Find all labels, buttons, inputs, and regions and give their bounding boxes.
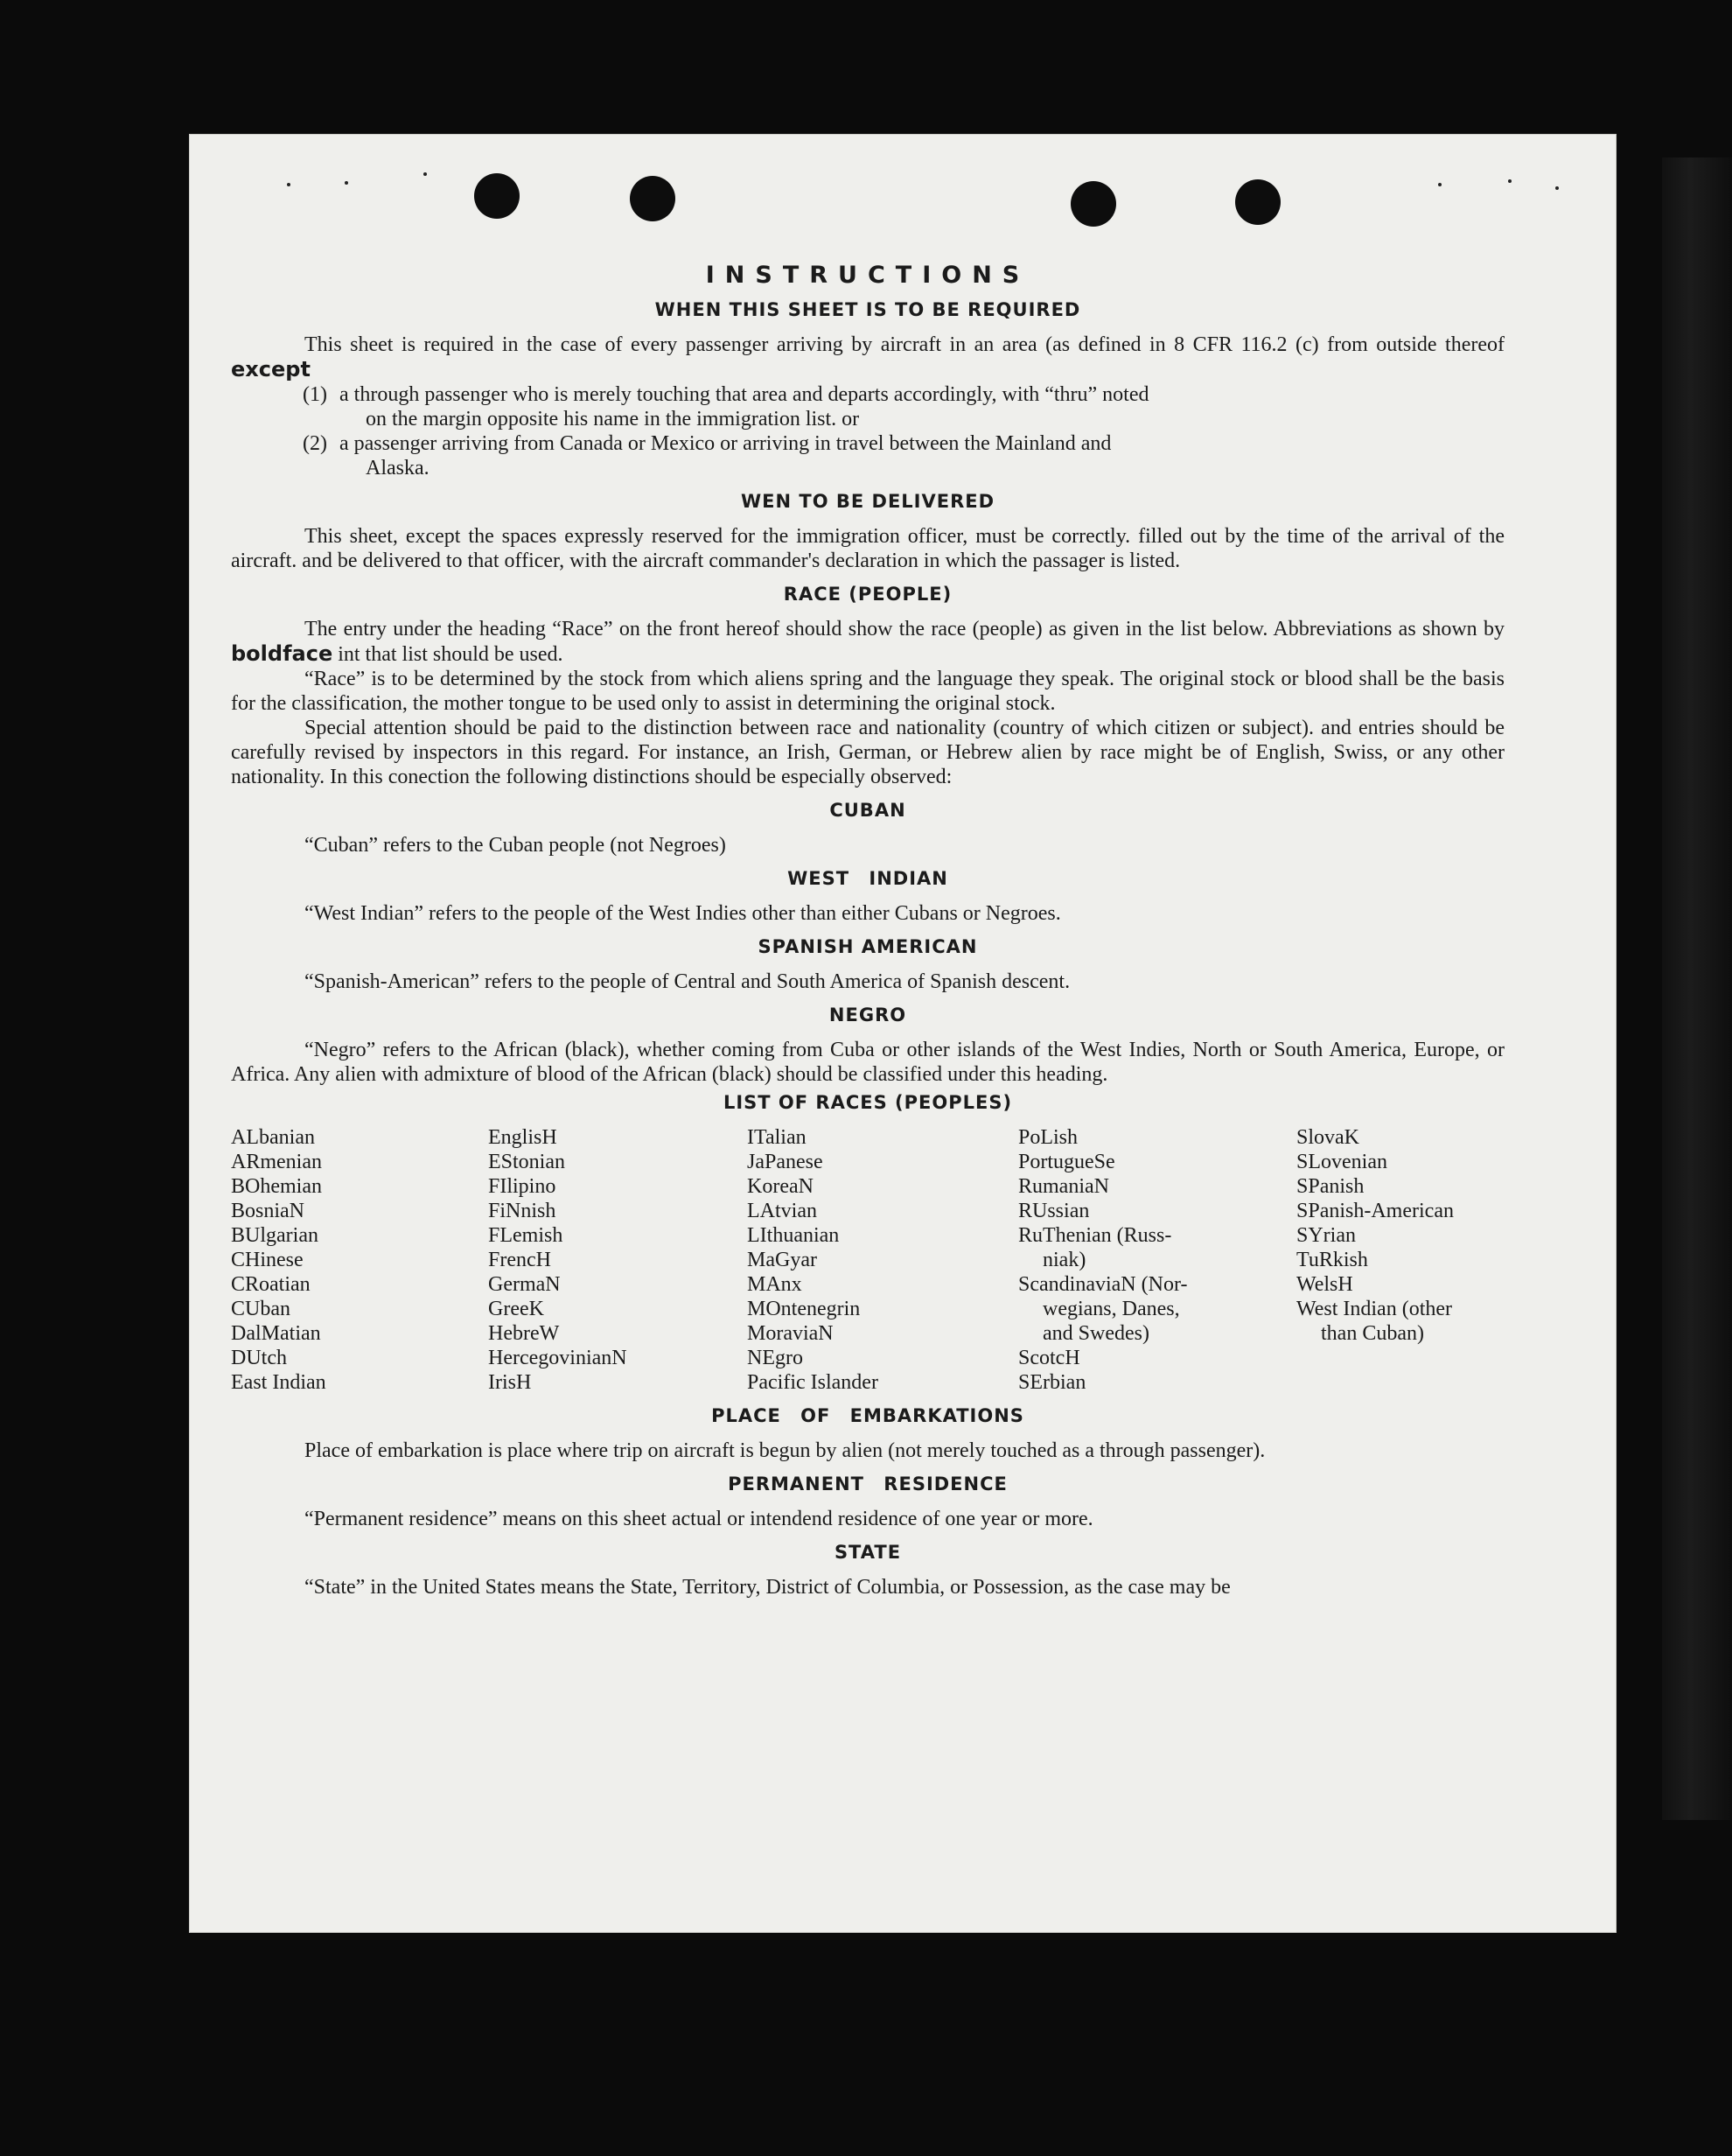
page-title: INSTRUCTIONS xyxy=(705,262,1030,289)
section-heading: WHEN THIS SHEET IS TO BE REQUIRED xyxy=(654,299,1081,320)
speck xyxy=(345,181,348,185)
section-heading: WEST INDIAN xyxy=(787,868,948,889)
race-entry: MaGyar xyxy=(747,1249,817,1271)
race-entry: FIlipino xyxy=(488,1175,556,1198)
paragraph: “West Indian” refers to the people of the West Indies other than either Cubans or Negroes. xyxy=(304,902,1061,925)
item-line: a through passenger who is merely touching that area and departs accordingly, with “thru” noted xyxy=(339,383,1149,406)
race-entry: SLovenian xyxy=(1296,1151,1387,1173)
race-entry: BosniaN xyxy=(231,1200,304,1222)
section-heading: NEGRO xyxy=(828,1004,907,1026)
speck xyxy=(287,183,290,186)
race-column xyxy=(1296,1125,1505,1395)
race-entry: niak) xyxy=(1043,1249,1086,1271)
paragraph: This sheet, except the spaces expressly reserved for the immigration officer, must be correctly. filled out by the time of the arrival of the aircraft. and be delivered to that officer, with the aircraft commander's declaration in which the passager is listed. xyxy=(231,525,1505,572)
race-entry: HercegovinianN xyxy=(488,1347,627,1369)
race-entry: ITalian xyxy=(747,1126,807,1149)
paragraph: Special attention should be paid to the distinction between race and nationality (country of which citizen or subject). and entries should be carefully revised by inspectors in this regard. For instance, an Irish, German, or Hebrew alien by race might be of English, Swiss, or any other nationality. In this conection the following distinctions should be especially observed: xyxy=(231,717,1505,788)
race-entry: EnglisH xyxy=(488,1126,557,1149)
instructions-content xyxy=(231,262,1505,1600)
item-text xyxy=(339,431,1505,480)
race-entry: FLemish xyxy=(488,1224,563,1247)
race-entry: PortugueSe xyxy=(1018,1151,1115,1173)
race-entry: CRoatian xyxy=(231,1273,311,1296)
section-heading: STATE xyxy=(834,1542,902,1563)
item-number: (1) xyxy=(303,383,327,406)
paragraph: “Cuban” refers to the Cuban people (not Negroes) xyxy=(304,834,726,857)
section-heading: PERMANENT RESIDENCE xyxy=(728,1474,1008,1494)
list-item xyxy=(231,431,1505,480)
item-text xyxy=(339,382,1505,431)
race-entry: FiNnish xyxy=(488,1200,556,1222)
speck xyxy=(423,172,427,176)
punch-hole xyxy=(474,173,520,219)
race-entry: ScandinaviaN (Nor- xyxy=(1018,1273,1188,1296)
race-entry: SPanish-American xyxy=(1296,1200,1454,1222)
race-entry: than Cuban) xyxy=(1321,1322,1424,1345)
speck xyxy=(1555,186,1559,190)
race-entry: CUban xyxy=(231,1298,290,1320)
speck xyxy=(1438,183,1442,186)
section-heading: SPANISH AMERICAN xyxy=(758,936,978,957)
race-entry: FrencH xyxy=(488,1249,551,1271)
speck xyxy=(1508,179,1512,183)
race-column xyxy=(488,1125,747,1395)
paragraph: Place of embarkation is place where trip on aircraft is begun by alien (not merely touched as a through passenger). xyxy=(304,1439,1266,1462)
race-entry: ARmenian xyxy=(231,1151,322,1173)
section-heading: RACE (PEOPLE) xyxy=(783,584,953,605)
item-number: (2) xyxy=(303,432,327,455)
punch-hole xyxy=(1235,179,1281,225)
race-entry: DalMatian xyxy=(231,1322,321,1345)
race-entry: West Indian (other xyxy=(1296,1298,1453,1320)
race-entry: Pacific Islander xyxy=(747,1371,878,1394)
race-entry: MAnx xyxy=(747,1273,802,1296)
race-entry: and Swedes) xyxy=(1043,1322,1149,1345)
race-entry: wegians, Danes, xyxy=(1043,1298,1180,1320)
race-entry: SlovaK xyxy=(1296,1126,1359,1149)
race-entry: SYrian xyxy=(1296,1224,1356,1247)
race-entry: LAtvian xyxy=(747,1200,817,1222)
race-list xyxy=(231,1125,1505,1395)
race-entry: PoLish xyxy=(1018,1126,1079,1149)
bold-word: except xyxy=(231,357,311,382)
race-entry: RumaniaN xyxy=(1018,1175,1109,1198)
race-entry: LIthuanian xyxy=(747,1224,840,1247)
punch-hole xyxy=(1071,181,1116,227)
race-entry: RUssian xyxy=(1018,1200,1090,1222)
paragraph-text: The entry under the heading “Race” on the front hereof should show the race (people) as given in the list below. Abbreviations as shown by xyxy=(304,618,1505,640)
race-entry: CHinese xyxy=(231,1249,304,1271)
item-line: Alaska. xyxy=(366,457,430,480)
race-entry: NEgro xyxy=(747,1347,803,1369)
race-column xyxy=(1018,1125,1296,1395)
section-heading: WEN TO BE DELIVERED xyxy=(740,491,995,512)
paragraph-text: This sheet is required in the case of every passenger arriving by aircraft in an area (as defined in 8 CFR 116.2 (c) from outside thereof xyxy=(304,333,1505,356)
race-entry: HebreW xyxy=(488,1322,560,1345)
paragraph: “State” in the United States means the State, Territory, District of Columbia, or Possession, as the case may be xyxy=(304,1576,1231,1599)
race-entry: TuRkish xyxy=(1296,1249,1368,1271)
race-entry: JaPanese xyxy=(747,1151,823,1173)
race-entry: East Indian xyxy=(231,1371,326,1394)
list-item xyxy=(231,382,1505,431)
document-sheet xyxy=(189,134,1617,1933)
race-column xyxy=(231,1125,488,1395)
race-entry: ALbanian xyxy=(231,1126,315,1149)
race-entry: RuThenian (Russ- xyxy=(1018,1224,1172,1247)
race-entry: MoraviaN xyxy=(747,1322,834,1345)
paragraph xyxy=(231,617,1505,667)
race-entry: EStonian xyxy=(488,1151,565,1173)
paragraph: “Negro” refers to the African (black), whether coming from Cuba or other islands of the West Indies, North or South America, Europe, or Africa. Any alien with admixture of blood of the African (black) should be classified under this heading. xyxy=(231,1039,1505,1086)
race-entry: BOhemian xyxy=(231,1175,322,1198)
race-entry: GreeK xyxy=(488,1298,544,1320)
item-line: a passenger arriving from Canada or Mexico or arriving in travel between the Mainland and xyxy=(339,432,1112,455)
paragraph: “Race” is to be determined by the stock from which aliens spring and the language they speak. The original stock or blood shall be the basis for the classification, the mother tongue to be used only to assist in determining the original stock. xyxy=(231,668,1505,715)
section-heading: PLACE OF EMBARKATIONS xyxy=(711,1405,1024,1426)
race-entry: WelsH xyxy=(1296,1273,1353,1296)
race-entry: SPanish xyxy=(1296,1175,1365,1198)
race-column xyxy=(747,1125,1018,1395)
race-entry: BUlgarian xyxy=(231,1224,318,1247)
section-heading: CUBAN xyxy=(829,800,906,821)
race-entry: IrisH xyxy=(488,1371,532,1394)
race-entry: ScotcH xyxy=(1018,1347,1080,1369)
race-entry: SErbian xyxy=(1018,1371,1086,1394)
item-line: on the margin opposite his name in the immigration list. or xyxy=(366,408,860,430)
paragraph xyxy=(231,332,1505,382)
paragraph: “Spanish-American” refers to the people of Central and South America of Spanish descent. xyxy=(304,970,1071,993)
race-entry: MOntenegrin xyxy=(747,1298,861,1320)
race-entry: GermaN xyxy=(488,1273,561,1296)
film-edge xyxy=(1662,158,1732,1820)
paragraph-text: int that list should be used. xyxy=(338,643,563,666)
race-entry: DUtch xyxy=(231,1347,287,1369)
paragraph: “Permanent residence” means on this sheet actual or intendend residence of one year or more. xyxy=(304,1508,1093,1530)
section-heading: LIST OF RACES (PEOPLES) xyxy=(723,1092,1013,1113)
bold-word: boldface xyxy=(231,641,333,666)
punch-hole xyxy=(630,176,675,221)
race-entry: KoreaN xyxy=(747,1175,814,1198)
